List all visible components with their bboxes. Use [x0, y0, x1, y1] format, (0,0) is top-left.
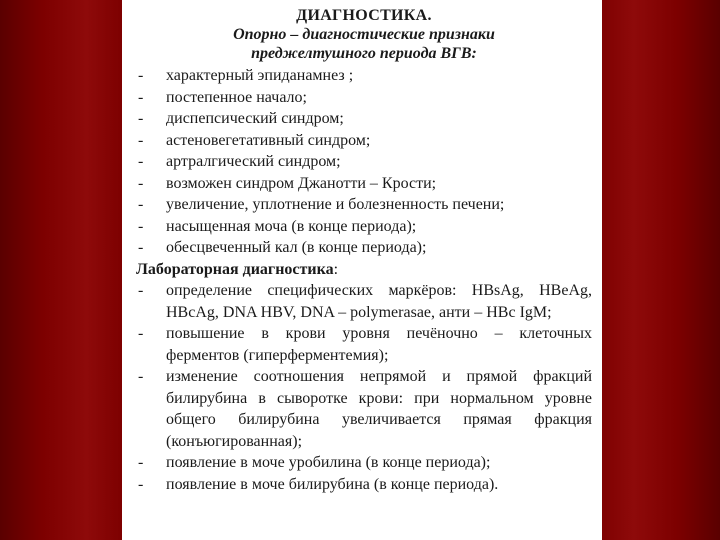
- list-item-text: диспепсический синдром;: [166, 110, 344, 127]
- clinical-signs-list: [136, 65, 592, 259]
- bullet-dash: -: [138, 67, 144, 84]
- bullet-dash: -: [138, 475, 144, 493]
- list-item-text: увеличение, уплотнение и болезненность печени;: [166, 196, 505, 213]
- bullet-dash: -: [138, 110, 144, 127]
- list-item-text: насыщенная моча (в конце периода);: [166, 217, 417, 235]
- lab-section-heading: [136, 259, 592, 281]
- list-item-text: постепенное начало;: [166, 88, 307, 106]
- list-item-text: астеновегетативный синдром;: [166, 131, 371, 149]
- list-item-text: характерный эпиданамнез ;: [166, 67, 354, 84]
- bullet-dash: -: [138, 325, 144, 342]
- list-item-text: определение специфических маркёров: HBsAg, HBeAg, HBcAg, DNA HBV, DNA – polymerasae, анти – HBc IgM;: [166, 282, 592, 321]
- list-item: [136, 323, 592, 366]
- list-item: [136, 194, 592, 216]
- subtitle-line-1: Опорно – диагностические признаки: [233, 26, 495, 43]
- list-item: [136, 65, 592, 87]
- subtitle-line-2: преджелтушного периода ВГВ:: [251, 45, 477, 62]
- bullet-dash: -: [138, 196, 144, 213]
- slide-page: [122, 0, 602, 540]
- list-item: [136, 151, 592, 173]
- lab-heading-text: Лабораторная диагностика: [136, 260, 334, 278]
- list-item: [136, 87, 592, 109]
- list-item: [136, 452, 592, 474]
- list-item: [136, 173, 592, 195]
- list-item: [136, 280, 592, 323]
- slide-title: ДИАГНОСТИКА.: [296, 7, 432, 24]
- bullet-dash: -: [138, 282, 144, 299]
- list-item-text: возможен синдром Джанотти – Крости;: [166, 174, 437, 192]
- list-item-text: появление в моче уробилина (в конце периода);: [166, 454, 491, 471]
- bullet-dash: -: [138, 217, 144, 235]
- list-item: [136, 108, 592, 130]
- list-item-text: появление в моче билирубина (в конце периода).: [166, 475, 499, 493]
- lab-items-list: [136, 280, 592, 495]
- list-item: [136, 130, 592, 152]
- list-item-text: артралгический синдром;: [166, 153, 341, 170]
- slide-subtitle: [136, 25, 592, 63]
- bullet-dash: -: [138, 368, 144, 385]
- list-item: [136, 216, 592, 238]
- list-item: [136, 474, 592, 496]
- bullet-dash: -: [138, 153, 144, 170]
- bullet-dash: -: [138, 239, 144, 256]
- bullet-dash: -: [138, 131, 144, 149]
- list-item-text: обесцвеченный кал (в конце периода);: [166, 239, 427, 256]
- list-item-text: изменение соотношения непрямой и прямой фракций билирубина в сыворотке крови: при нормальном уровне общего билирубина увеличивается прямая фракция (конъюгированная);: [166, 368, 592, 450]
- lab-heading-colon: :: [333, 260, 339, 278]
- list-item: [136, 366, 592, 452]
- list-item: [136, 237, 592, 259]
- bullet-dash: -: [138, 174, 144, 192]
- bullet-dash: -: [138, 88, 144, 106]
- list-item-text: повышение в крови уровня печёночно – клеточных ферментов (гиперферментемия);: [166, 325, 592, 364]
- bullet-dash: -: [138, 454, 144, 471]
